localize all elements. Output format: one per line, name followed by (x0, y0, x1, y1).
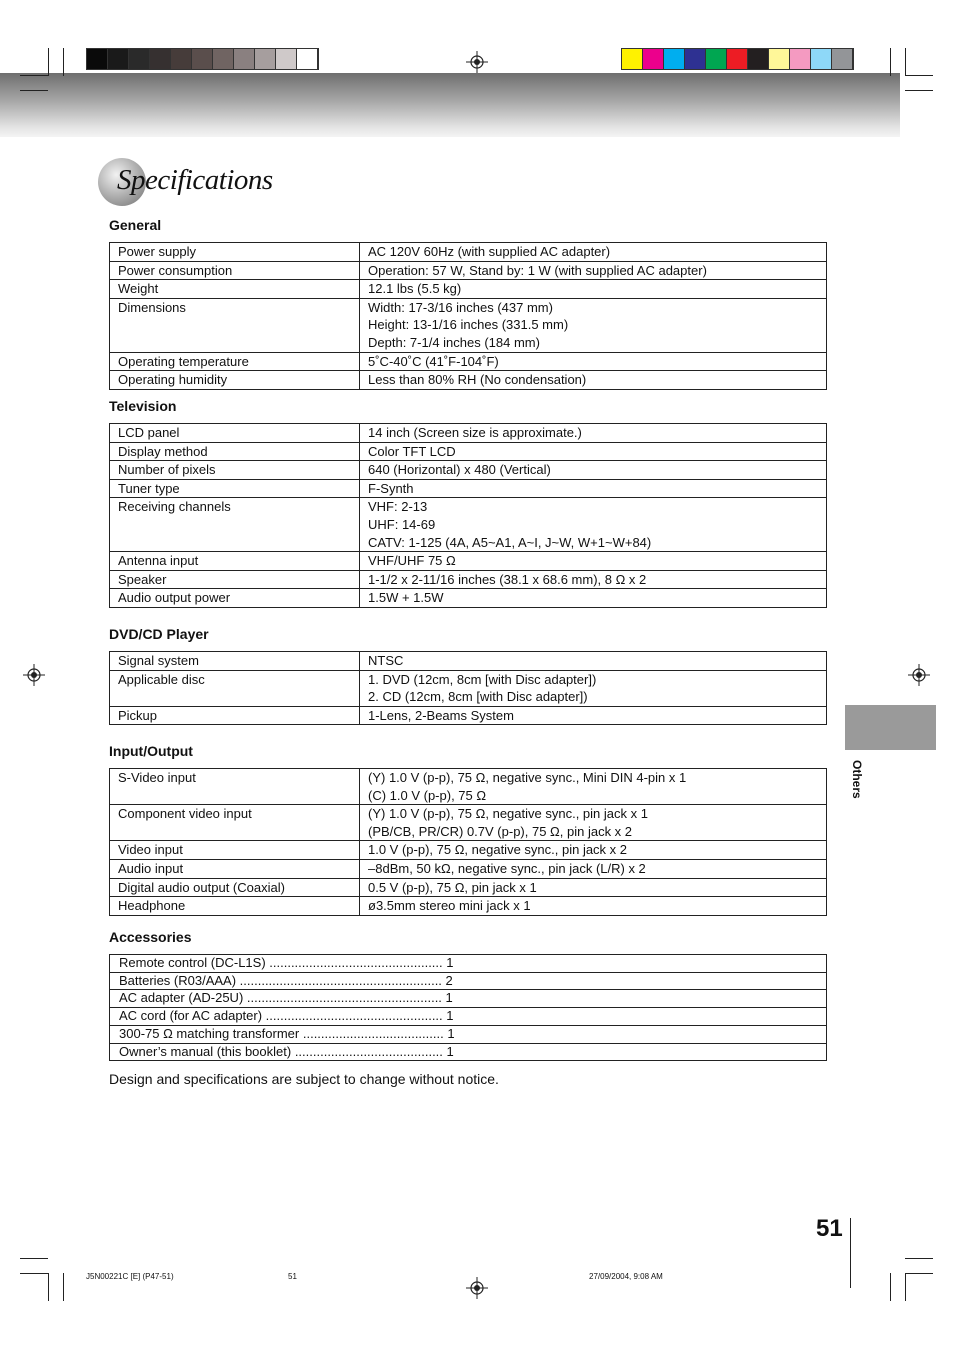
color-swatch (87, 49, 108, 69)
table-row (110, 461, 827, 480)
table-row (110, 261, 827, 280)
table-row (110, 1043, 827, 1061)
process-color-bar (621, 48, 854, 70)
spec-label: Video input (110, 841, 360, 860)
footer-right: 27/09/2004, 9:08 AM (589, 1272, 663, 1281)
spec-value-line: ø3.5mm stereo mini jack x 1 (368, 898, 531, 914)
table-row (110, 878, 827, 897)
spec-value-line: (Y) 1.0 V (p-p), 75 Ω, negative sync., pin jack x 1 (368, 806, 648, 822)
spec-label: Receiving channels (110, 498, 360, 552)
color-swatch (150, 49, 171, 69)
table-row (110, 552, 827, 571)
spec-value-line: AC 120V 60Hz (with supplied AC adapter) (368, 244, 611, 259)
table-row (110, 352, 827, 371)
spec-value (360, 371, 827, 390)
spec-value (360, 570, 827, 589)
spec-value (360, 878, 827, 897)
color-swatch (297, 49, 318, 69)
table-row (110, 1025, 827, 1043)
color-swatch (192, 49, 213, 69)
crop-mark (20, 90, 48, 91)
spec-value-line: 1. DVD (12cm, 8cm [with Disc adapter]) (368, 671, 597, 687)
side-tab-label: Others (850, 760, 864, 799)
crop-mark (905, 90, 933, 91)
crop-mark (63, 48, 64, 76)
crop-mark (63, 1273, 64, 1301)
section-heading-accessories: Accessories (109, 929, 192, 945)
color-swatch (748, 49, 769, 69)
spec-value (360, 589, 827, 608)
spec-label: Signal system (110, 652, 360, 671)
table-row (110, 570, 827, 589)
crop-mark (905, 75, 933, 76)
spec-value (360, 769, 827, 805)
color-swatch (234, 49, 255, 69)
table-row (110, 371, 827, 390)
section-heading-general: General (109, 217, 162, 233)
crop-mark (905, 1273, 933, 1274)
spec-value-line: Operation: 57 W, Stand by: 1 W (with supplied AC adapter) (368, 262, 707, 278)
table-row (110, 805, 827, 841)
spec-label: LCD panel (110, 424, 360, 443)
spec-label: Headphone (110, 897, 360, 916)
spec-value-line: –8dBm, 50 kΩ, negative sync., pin jack (L/R) x 2 (368, 860, 646, 876)
color-swatch (790, 49, 811, 69)
crop-mark (48, 48, 49, 76)
crop-mark (48, 1273, 49, 1301)
color-swatch (108, 49, 129, 69)
table-row (110, 769, 827, 805)
spec-value-line: NTSC (368, 653, 404, 668)
spec-value-line: (C) 1.0 V (p-p), 75 Ω (368, 787, 487, 803)
table-row (110, 859, 827, 878)
spec-label: Operating humidity (110, 371, 360, 390)
spec-table-television (109, 423, 827, 608)
spec-label: Number of pixels (110, 461, 360, 480)
spec-value-line: CATV: 1-125 (4A, A5~A1, A~I, J~W, W+1~W+84) (368, 534, 652, 550)
spec-value (360, 424, 827, 443)
spec-label: Component video input (110, 805, 360, 841)
spec-value (360, 243, 827, 262)
table-row (110, 589, 827, 608)
section-heading-io: Input/Output (109, 743, 193, 759)
table-row (110, 424, 827, 443)
section-heading-dvd: DVD/CD Player (109, 626, 209, 642)
accessory-item: AC adapter (AD-25U) ...................................................... 1 (110, 990, 827, 1008)
table-row (110, 841, 827, 860)
spec-value-line: 14 inch (Screen size is approximate.) (368, 425, 582, 440)
spec-value-line: Depth: 7-1/4 inches (184 mm) (368, 334, 540, 350)
spec-label: Weight (110, 280, 360, 299)
spec-value-line: 2. CD (12cm, 8cm [with Disc adapter]) (368, 689, 588, 705)
spec-value-line: (PB/CB, PR/CR) 0.7V (p-p), 75 Ω, pin jack x 2 (368, 823, 633, 839)
spec-value (360, 442, 827, 461)
crop-mark (20, 75, 48, 76)
accessory-item: Remote control (DC-L1S) ................................................ 1 (110, 955, 827, 973)
table-row (110, 990, 827, 1008)
spec-label: Operating temperature (110, 352, 360, 371)
spec-value (360, 706, 827, 725)
footer-center: 51 (288, 1272, 297, 1281)
color-swatch (706, 49, 727, 69)
table-row (110, 280, 827, 299)
table-row (110, 243, 827, 262)
spec-value-line: 12.1 lbs (5.5 kg) (368, 281, 462, 297)
color-swatch (769, 49, 790, 69)
spec-value-line: Color TFT LCD (368, 443, 456, 459)
color-swatch (685, 49, 706, 69)
color-swatch (643, 49, 664, 69)
table-row (110, 972, 827, 990)
spec-table-dvd (109, 651, 827, 725)
spec-value (360, 670, 827, 706)
crop-mark (20, 1258, 48, 1259)
footer-left: J5N00221C [E] (P47-51) (86, 1272, 174, 1281)
table-row (110, 897, 827, 916)
spec-label: Antenna input (110, 552, 360, 571)
crop-mark (905, 48, 906, 76)
accessory-item: 300-75 Ω matching transformer ....................................... 1 (110, 1025, 827, 1043)
color-swatch (811, 49, 832, 69)
spec-table-general (109, 242, 827, 390)
spec-value-line: 1.0 V (p-p), 75 Ω, negative sync., pin jack x 2 (368, 842, 628, 858)
page-number: 51 (816, 1215, 843, 1242)
table-row (110, 298, 827, 352)
accessory-item: Batteries (R03/AAA) ........................................................ 2 (110, 972, 827, 990)
spec-label: Power consumption (110, 261, 360, 280)
spec-value (360, 479, 827, 498)
spec-label: Tuner type (110, 479, 360, 498)
page-number-rule (850, 1218, 851, 1288)
gray-color-bar (86, 48, 319, 70)
accessories-table (109, 954, 827, 1061)
spec-label: Applicable disc (110, 670, 360, 706)
spec-label: S-Video input (110, 769, 360, 805)
registration-mark-icon (466, 51, 488, 73)
spec-value (360, 552, 827, 571)
table-row (110, 1008, 827, 1026)
color-swatch (171, 49, 192, 69)
spec-label: Digital audio output (Coaxial) (110, 878, 360, 897)
spec-value-line: 5˚C-40˚C (41˚F-104˚F) (368, 353, 499, 369)
spec-value (360, 897, 827, 916)
color-swatch (255, 49, 276, 69)
table-row (110, 652, 827, 671)
spec-value (360, 841, 827, 860)
color-swatch (664, 49, 685, 69)
section-heading-television: Television (109, 398, 177, 414)
spec-value-line: F-Synth (368, 480, 414, 496)
color-swatch (622, 49, 643, 69)
color-swatch (129, 49, 150, 69)
spec-label: Audio input (110, 859, 360, 878)
table-row (110, 670, 827, 706)
spec-value (360, 652, 827, 671)
crop-mark (905, 1258, 933, 1259)
spec-value (360, 298, 827, 352)
spec-value-line: (Y) 1.0 V (p-p), 75 Ω, negative sync., Mini DIN 4-pin x 1 (368, 770, 687, 785)
spec-value-line: UHF: 14-69 (368, 516, 436, 532)
spec-label: Dimensions (110, 298, 360, 352)
spec-value-line: VHF: 2-13 (368, 499, 428, 515)
crop-mark (905, 1273, 906, 1301)
crop-mark (890, 1273, 891, 1301)
spec-value (360, 461, 827, 480)
spec-value (360, 261, 827, 280)
spec-label: Audio output power (110, 589, 360, 608)
crop-mark (890, 48, 891, 76)
spec-value-line: 640 (Horizontal) x 480 (Vertical) (368, 462, 551, 478)
spec-value-line: VHF/UHF 75 Ω (368, 553, 456, 569)
table-row (110, 442, 827, 461)
color-swatch (276, 49, 297, 69)
registration-mark-icon (908, 664, 930, 686)
crop-mark (20, 1273, 48, 1274)
spec-value-line: 1.5W + 1.5W (368, 590, 444, 606)
disclaimer-note: Design and specifications are subject to change without notice. (109, 1071, 499, 1087)
spec-value-line: 0.5 V (p-p), 75 Ω, pin jack x 1 (368, 879, 537, 895)
spec-value (360, 859, 827, 878)
registration-mark-icon (23, 664, 45, 686)
spec-value-line: 1-Lens, 2-Beams System (368, 707, 514, 723)
accessory-item: AC cord (for AC adapter) ................................................. 1 (110, 1008, 827, 1026)
color-swatch (213, 49, 234, 69)
accessory-item: Owner’s manual (this booklet) ......................................... 1 (110, 1043, 827, 1061)
table-row (110, 955, 827, 973)
page-title-text: Specifications (117, 164, 273, 196)
spec-value (360, 280, 827, 299)
spec-label: Power supply (110, 243, 360, 262)
spec-label: Speaker (110, 570, 360, 589)
spec-value-line: Height: 13-1/16 inches (331.5 mm) (368, 317, 569, 333)
table-row (110, 498, 827, 552)
spec-value (360, 352, 827, 371)
spec-value-line: Less than 80% RH (No condensation) (368, 372, 587, 388)
registration-mark-icon (466, 1277, 488, 1299)
spec-value-line: Width: 17-3/16 inches (437 mm) (368, 299, 553, 315)
spec-label: Display method (110, 442, 360, 461)
color-swatch (727, 49, 748, 69)
side-tab (845, 705, 936, 750)
spec-value (360, 805, 827, 841)
spec-label: Pickup (110, 706, 360, 725)
spec-value (360, 498, 827, 552)
spec-value-line: 1-1/2 x 2-11/16 inches (38.1 x 68.6 mm), 8 Ω x 2 (368, 571, 647, 587)
header-band (0, 73, 900, 137)
table-row (110, 479, 827, 498)
color-swatch (832, 49, 853, 69)
spec-table-io (109, 768, 827, 916)
table-row (110, 706, 827, 725)
